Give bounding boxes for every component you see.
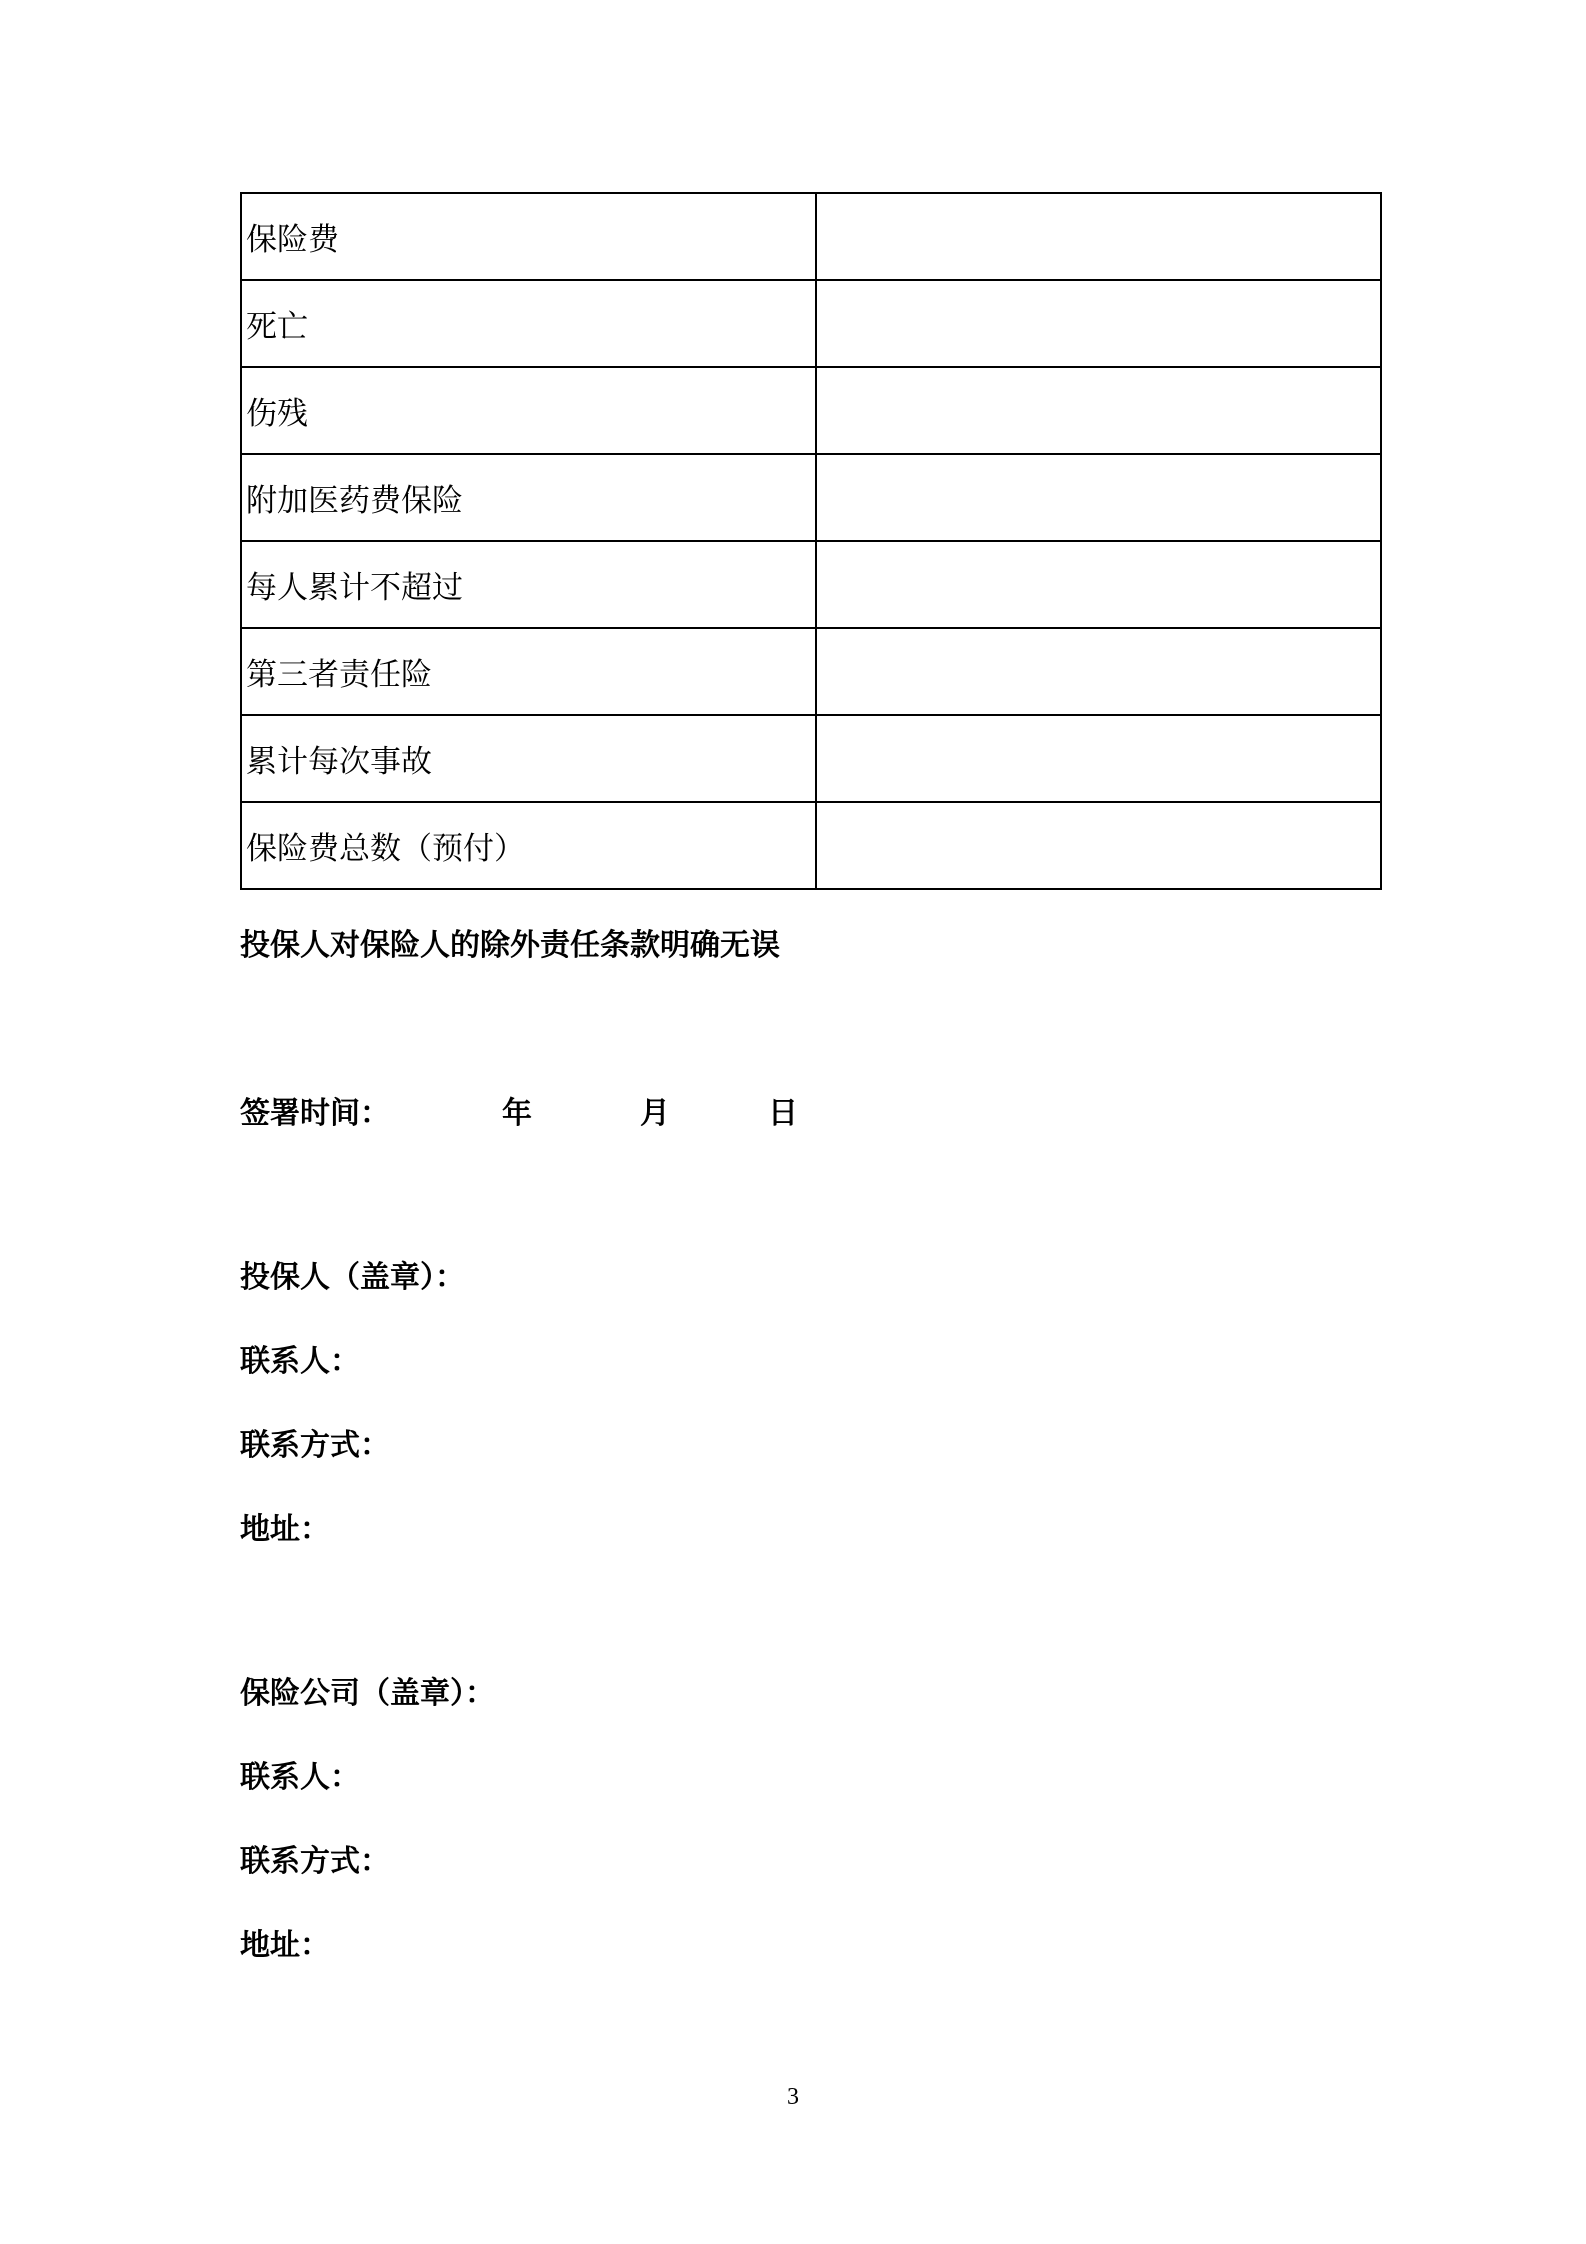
page-number: 3 <box>787 2084 799 2110</box>
insurer-contact-method-label: 联系方式： <box>240 1844 390 1879</box>
insurer-address-label: 地址： <box>240 1928 330 1963</box>
exclusion-confirmation: 投保人对保险人的除外责任条款明确无误 <box>240 928 780 963</box>
row-value <box>816 367 1381 454</box>
policyholder-contact-person-label: 联系人： <box>240 1344 360 1379</box>
signing-day-label: 日 <box>768 1096 798 1131</box>
row-label: 附加医药费保险 <box>241 454 816 541</box>
table-row <box>241 454 1381 541</box>
table-row <box>241 802 1381 889</box>
row-value <box>816 193 1381 280</box>
row-label: 伤残 <box>241 367 816 454</box>
row-label: 第三者责任险 <box>241 628 816 715</box>
table-row <box>241 367 1381 454</box>
row-label: 保险费 <box>241 193 816 280</box>
table-row <box>241 715 1381 802</box>
row-value <box>816 280 1381 367</box>
row-label: 每人累计不超过 <box>241 541 816 628</box>
signing-year-label: 年 <box>502 1096 532 1131</box>
policyholder-address-label: 地址： <box>240 1512 330 1547</box>
table-row <box>241 541 1381 628</box>
row-label: 死亡 <box>241 280 816 367</box>
row-value <box>816 715 1381 802</box>
row-value <box>816 454 1381 541</box>
signing-time-label: 签署时间： <box>240 1096 390 1131</box>
insurer-seal-label: 保险公司（盖章）： <box>240 1676 495 1711</box>
policyholder-seal-label: 投保人（盖章）： <box>240 1260 465 1295</box>
row-label: 累计每次事故 <box>241 715 816 802</box>
insurer-contact-person-label: 联系人： <box>240 1760 360 1795</box>
table-row <box>241 193 1381 280</box>
row-value <box>816 628 1381 715</box>
premium-table <box>240 192 1382 890</box>
row-value <box>816 541 1381 628</box>
table-row <box>241 628 1381 715</box>
row-label: 保险费总数（预付） <box>241 802 816 889</box>
policyholder-contact-method-label: 联系方式： <box>240 1428 390 1463</box>
table-row <box>241 280 1381 367</box>
signing-month-label: 月 <box>640 1096 670 1131</box>
row-value <box>816 802 1381 889</box>
